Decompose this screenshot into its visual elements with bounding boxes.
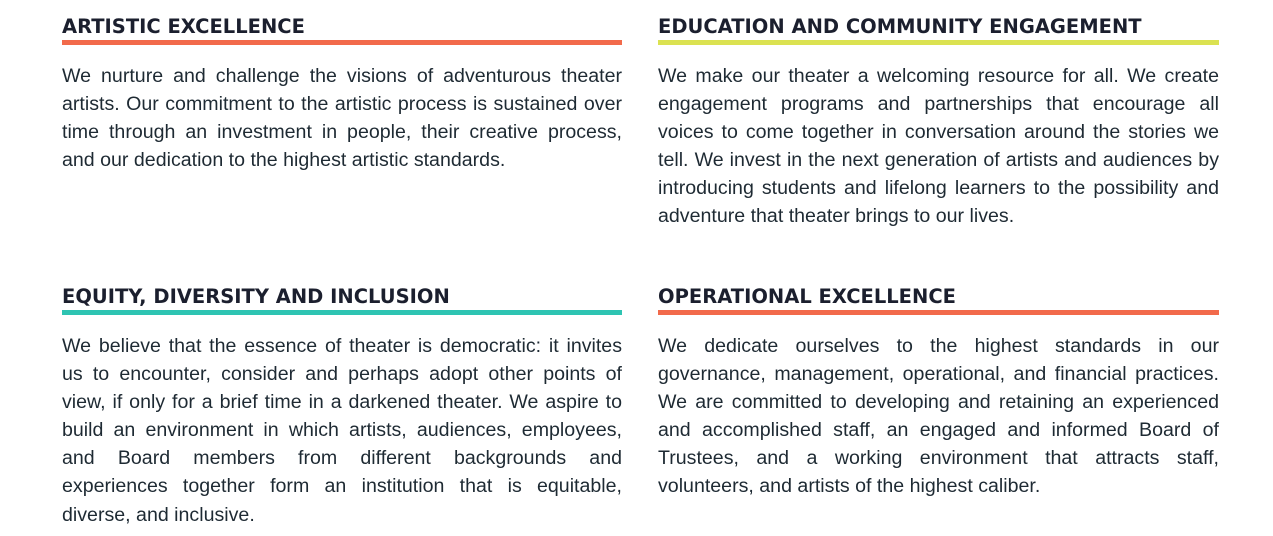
section-education-community-engagement <box>658 15 1219 231</box>
section-heading: EDUCATION AND COMMUNITY ENGAGEMENT <box>658 15 1142 38</box>
section-body: We dedicate ourselves to the highest standards in our governance, management, operational, and financial practices. We are committed to developing and retaining an experienced and accomplished staff, an engaged and informed Board of Trustees, and a working environment that attracts staff, volunteers, and artists of the highest caliber. <box>658 335 1219 498</box>
heading-underline <box>658 40 1219 45</box>
section-heading: ARTISTIC EXCELLENCE <box>62 15 305 38</box>
section-artistic-excellence <box>62 15 622 174</box>
section-heading: OPERATIONAL EXCELLENCE <box>658 285 956 308</box>
section-body: We nurture and challenge the visions of adventurous theater artists. Our commitment to the artistic process is sustained over time through an investment in people, their creative process, and our dedication to the highest artistic standards. <box>62 65 622 172</box>
heading-underline <box>658 310 1219 315</box>
section-heading: EQUITY, DIVERSITY AND INCLUSION <box>62 285 450 308</box>
heading-underline <box>62 40 622 45</box>
heading-underline <box>62 310 622 315</box>
section-operational-excellence <box>658 285 1219 501</box>
section-body: We believe that the essence of theater is democratic: it invites us to encounter, consider and perhaps adopt other points of view, if only for a brief time in a darkened theater. We aspire to build an environment in which artists, audiences, employees, and Board members from different backgrounds and experiences together form an institution that is equitable, diverse, and inclusive. <box>62 335 622 526</box>
section-equity-diversity-inclusion <box>62 285 622 529</box>
section-body: We make our theater a welcoming resource for all. We create engagement programs and partnerships that encourage all voices to come together in conversation around the stories we tell. We invest in the next generation of artists and audiences by introducing students and lifelong learners to the possibility and adventure that theater brings to our lives. <box>658 65 1219 228</box>
